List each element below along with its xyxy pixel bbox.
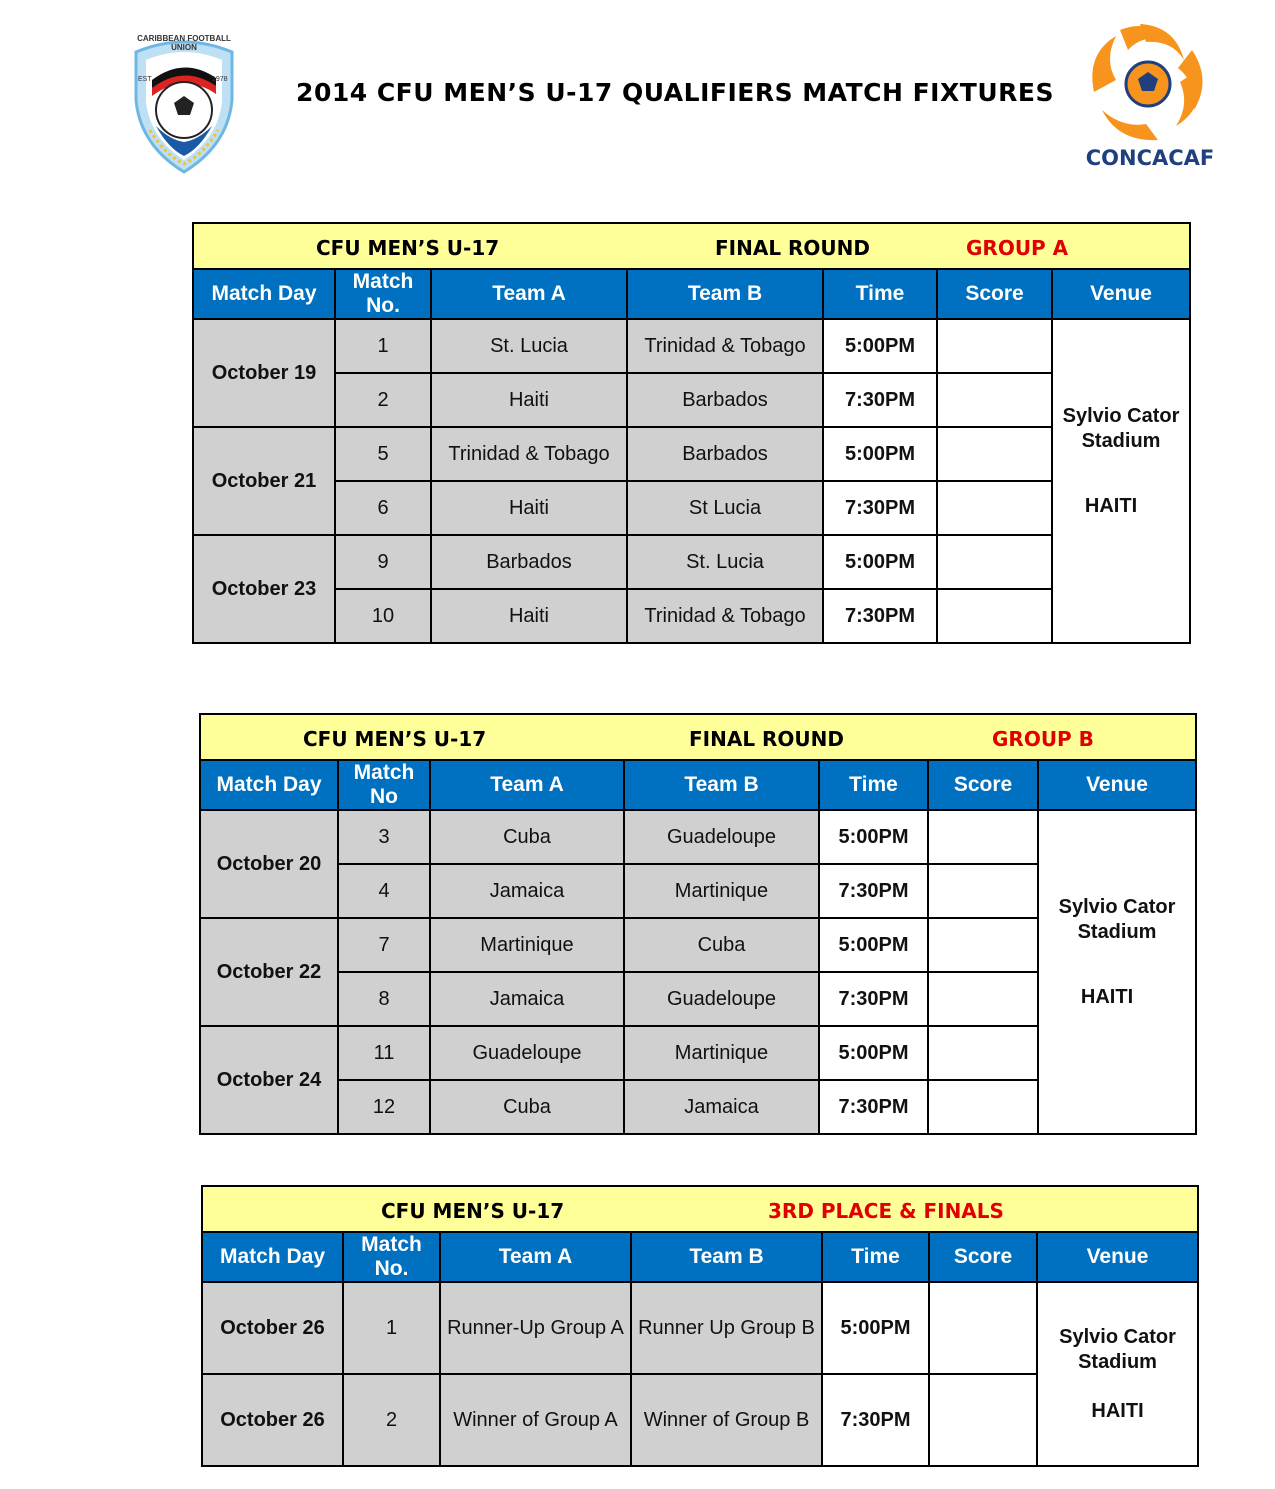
score-cell — [937, 535, 1052, 589]
match-no: 1 — [335, 319, 431, 373]
match-no: 10 — [335, 589, 431, 643]
col-venue: Venue — [1037, 1232, 1198, 1282]
team-b: Winner of Group B — [631, 1374, 822, 1466]
venue-name-line1: Sylvio Cator — [1058, 895, 1176, 918]
match-no: 1 — [343, 1282, 440, 1374]
match-time: 5:00PM — [819, 810, 928, 864]
col-time: Time — [822, 1232, 929, 1282]
match-no: 3 — [338, 810, 430, 864]
match-no: 4 — [338, 864, 430, 918]
team-a: Jamaica — [430, 972, 624, 1026]
team-a: Martinique — [430, 918, 624, 972]
col-match-day: Match Day — [202, 1232, 343, 1282]
venue-name-line2: Stadium — [1081, 429, 1161, 452]
match-time: 7:30PM — [823, 481, 937, 535]
team-a: Jamaica — [430, 864, 624, 918]
finals-table — [201, 1185, 1199, 1467]
score-cell — [928, 810, 1038, 864]
table-header-row — [202, 1232, 1198, 1282]
match-day: October 21 — [193, 427, 335, 535]
venue-country: HAITI — [1091, 1399, 1144, 1422]
venue-name-line1: Sylvio Cator — [1059, 1325, 1176, 1348]
table-row — [193, 373, 1190, 427]
match-time: 5:00PM — [823, 535, 937, 589]
banner-competition: CFU MEN’S U-17 — [303, 727, 487, 751]
match-time: 7:30PM — [819, 972, 928, 1026]
match-time: 7:30PM — [822, 1374, 929, 1466]
score-cell — [937, 373, 1052, 427]
match-time: 7:30PM — [823, 589, 937, 643]
score-cell — [937, 319, 1052, 373]
table-header-row — [193, 269, 1190, 319]
group-a-banner — [193, 223, 1190, 269]
match-day: October 24 — [200, 1026, 338, 1134]
match-day: October 20 — [200, 810, 338, 918]
match-no: 11 — [338, 1026, 430, 1080]
team-b: Barbados — [627, 373, 823, 427]
venue-cell — [1038, 810, 1196, 1134]
match-no: 2 — [343, 1374, 440, 1466]
table-row — [200, 810, 1196, 864]
match-no: 9 — [335, 535, 431, 589]
match-no: 5 — [335, 427, 431, 481]
score-cell — [929, 1282, 1037, 1374]
col-score: Score — [928, 760, 1038, 810]
banner-round: FINAL ROUND — [715, 236, 871, 260]
team-a: Winner of Group A — [440, 1374, 631, 1466]
score-cell — [937, 427, 1052, 481]
group-b-table — [199, 713, 1197, 1135]
match-no: 7 — [338, 918, 430, 972]
score-cell — [928, 864, 1038, 918]
match-time: 7:30PM — [819, 1080, 928, 1134]
match-day: October 26 — [202, 1374, 343, 1466]
team-a: St. Lucia — [431, 319, 627, 373]
col-match-day: Match Day — [200, 760, 338, 810]
col-time: Time — [823, 269, 937, 319]
team-b: Jamaica — [624, 1080, 819, 1134]
team-a: Haiti — [431, 373, 627, 427]
team-a: Barbados — [431, 535, 627, 589]
col-match-no: Match No. — [343, 1232, 440, 1282]
team-a: Cuba — [430, 1080, 624, 1134]
score-cell — [928, 1026, 1038, 1080]
table-row — [193, 427, 1190, 481]
match-time: 5:00PM — [819, 1026, 928, 1080]
cfu-crest-logo — [128, 30, 240, 175]
score-cell — [928, 1080, 1038, 1134]
table-row — [193, 319, 1190, 373]
venue-name-line2: Stadium — [1078, 1350, 1157, 1373]
table-row — [193, 589, 1190, 643]
team-b: Cuba — [624, 918, 819, 972]
group-b-banner — [200, 714, 1196, 760]
cfu-logo-year: 1978 — [212, 76, 228, 83]
concacaf-wordmark: CONCACAF — [1085, 146, 1215, 170]
match-no: 2 — [335, 373, 431, 427]
team-b: Trinidad & Tobago — [627, 589, 823, 643]
match-time: 5:00PM — [823, 427, 937, 481]
venue-cell — [1052, 319, 1190, 643]
banner-group: GROUP B — [992, 727, 1094, 751]
group-a-table — [192, 222, 1191, 644]
table-row — [202, 1282, 1198, 1374]
col-time: Time — [819, 760, 928, 810]
match-day: October 23 — [193, 535, 335, 643]
team-b: Martinique — [624, 1026, 819, 1080]
venue-country: HAITI — [1084, 494, 1138, 517]
col-score: Score — [929, 1232, 1037, 1282]
concacaf-logo — [1080, 20, 1220, 175]
venue-cell — [1037, 1282, 1198, 1466]
match-time: 7:30PM — [819, 864, 928, 918]
cfu-logo-name: CARIBBEAN FOOTBALL UNION — [137, 34, 231, 52]
venue-country: HAITI — [1080, 985, 1134, 1008]
score-cell — [937, 481, 1052, 535]
col-team-a: Team A — [440, 1232, 631, 1282]
score-cell — [928, 972, 1038, 1026]
match-time: 5:00PM — [823, 319, 937, 373]
team-b: St. Lucia — [627, 535, 823, 589]
col-match-no: Match No. — [335, 269, 431, 319]
match-no: 8 — [338, 972, 430, 1026]
concacaf-logo-icon — [1080, 20, 1220, 145]
team-b: Guadeloupe — [624, 972, 819, 1026]
banner-group: GROUP A — [966, 236, 1069, 260]
team-a: Trinidad & Tobago — [431, 427, 627, 481]
table-row — [193, 481, 1190, 535]
team-a: Runner-Up Group A — [440, 1282, 631, 1374]
table-row — [193, 535, 1190, 589]
table-header-row — [200, 760, 1196, 810]
venue-name-line1: Sylvio Cator — [1062, 404, 1180, 427]
team-b: Barbados — [627, 427, 823, 481]
match-no: 12 — [338, 1080, 430, 1134]
cfu-logo-est: EST — [138, 76, 152, 83]
team-b: Runner Up Group B — [631, 1282, 822, 1374]
score-cell — [929, 1374, 1037, 1466]
match-time: 5:00PM — [819, 918, 928, 972]
col-team-a: Team A — [430, 760, 624, 810]
col-venue: Venue — [1052, 269, 1190, 319]
team-b: St Lucia — [627, 481, 823, 535]
score-cell — [937, 589, 1052, 643]
venue-name-line2: Stadium — [1077, 920, 1157, 943]
col-match-no: Match No — [338, 760, 430, 810]
finals-banner — [202, 1186, 1198, 1232]
page-title: 2014 CFU MEN’S U-17 QUALIFIERS MATCH FIXTURES — [296, 78, 1054, 107]
team-b: Martinique — [624, 864, 819, 918]
match-time: 7:30PM — [823, 373, 937, 427]
score-cell — [928, 918, 1038, 972]
col-team-b: Team B — [627, 269, 823, 319]
cfu-logo-text — [136, 34, 232, 52]
match-time: 5:00PM — [822, 1282, 929, 1374]
team-a: Haiti — [431, 589, 627, 643]
match-day: October 26 — [202, 1282, 343, 1374]
col-venue: Venue — [1038, 760, 1196, 810]
col-score: Score — [937, 269, 1052, 319]
match-no: 6 — [335, 481, 431, 535]
match-day: October 22 — [200, 918, 338, 1026]
banner-competition: CFU MEN’S U-17 — [381, 1199, 565, 1223]
col-team-a: Team A — [431, 269, 627, 319]
banner-stage: 3RD PLACE & FINALS — [768, 1199, 1004, 1223]
col-team-b: Team B — [631, 1232, 822, 1282]
col-team-b: Team B — [624, 760, 819, 810]
col-match-day: Match Day — [193, 269, 335, 319]
team-a: Cuba — [430, 810, 624, 864]
team-b: Guadeloupe — [624, 810, 819, 864]
banner-round: FINAL ROUND — [689, 727, 845, 751]
team-a: Guadeloupe — [430, 1026, 624, 1080]
team-b: Trinidad & Tobago — [627, 319, 823, 373]
match-day: October 19 — [193, 319, 335, 427]
team-a: Haiti — [431, 481, 627, 535]
banner-competition: CFU MEN’S U-17 — [316, 236, 500, 260]
